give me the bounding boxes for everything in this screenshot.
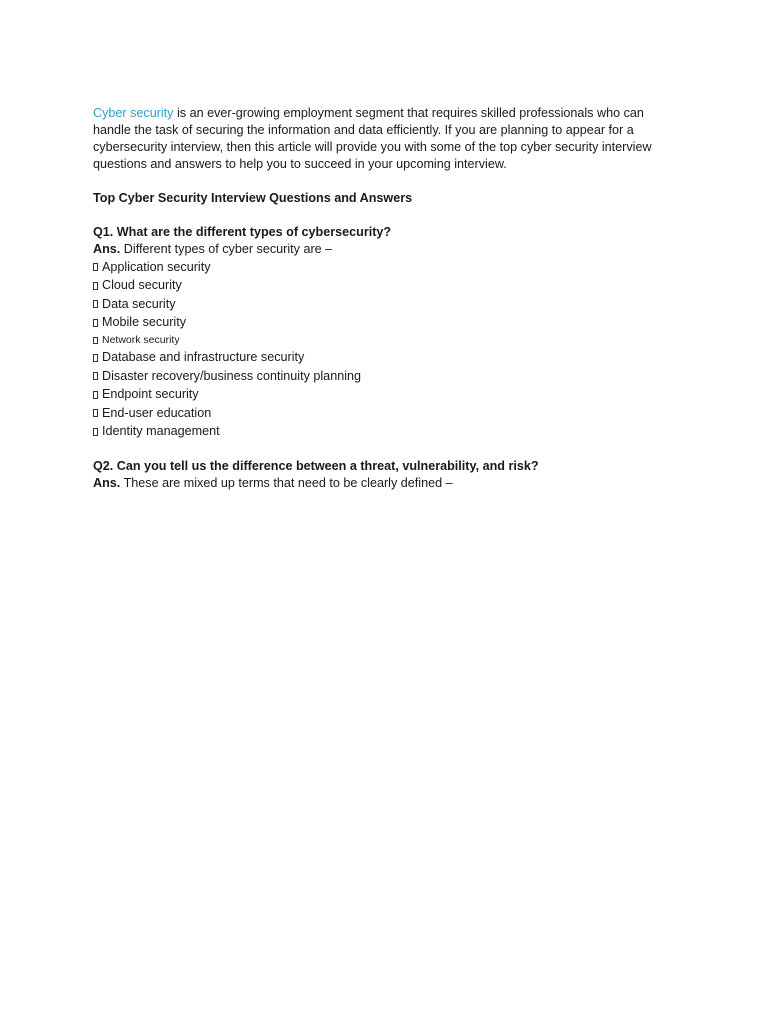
list-item-label: Endpoint security <box>102 387 199 402</box>
missing-glyph-box-icon <box>93 263 98 271</box>
answer-label: Ans. <box>93 476 121 490</box>
list-item <box>93 258 673 277</box>
question-2: Q2. Can you tell us the difference between a threat, vulnerability, and risk? <box>93 459 539 473</box>
cybersecurity-types-list <box>93 258 673 441</box>
list-item <box>93 386 673 405</box>
list-item <box>93 404 673 423</box>
list-item <box>93 349 673 368</box>
list-item-label: Identity management <box>102 424 220 439</box>
list-item-label: Mobile security <box>102 315 186 330</box>
cyber-security-link[interactable]: Cyber security <box>93 106 174 120</box>
missing-glyph-box-icon <box>93 372 98 380</box>
missing-glyph-box-icon <box>93 282 98 290</box>
list-item <box>93 314 673 333</box>
missing-glyph-box-icon <box>93 391 98 399</box>
intro-paragraph <box>93 105 673 173</box>
section-heading: Top Cyber Security Interview Questions and Answers <box>93 191 413 205</box>
question-1: Q1. What are the different types of cybersecurity? <box>93 225 392 239</box>
missing-glyph-box-icon <box>93 300 98 308</box>
list-item <box>93 423 673 442</box>
document-page <box>93 105 673 492</box>
list-item-label: Disaster recovery/business continuity planning <box>102 368 362 383</box>
answer-2 <box>93 475 673 492</box>
list-item-label: End-user education <box>102 405 212 420</box>
missing-glyph-box-icon <box>93 409 98 417</box>
list-item <box>93 295 673 314</box>
answer-1 <box>93 241 673 258</box>
answer-2-text: These are mixed up terms that need to be clearly defined – <box>120 476 453 490</box>
list-item-label: Database and infrastructure security <box>102 350 305 365</box>
missing-glyph-box-icon <box>93 337 98 344</box>
missing-glyph-box-icon <box>93 354 98 362</box>
missing-glyph-box-icon <box>93 428 98 436</box>
missing-glyph-box-icon <box>93 319 98 327</box>
list-item-label: Application security <box>102 259 211 274</box>
list-item <box>93 367 673 386</box>
list-item-label: Data security <box>102 296 176 311</box>
intro-text: is an ever-growing employment segment that requires skilled professionals who can handle the task of securing the information and data efficiently. If you are planning to appear for a cybersecurity interview, then this article will provide you with some of the top cyber security interview questions and answers to help you to succeed in your upcoming interview. <box>93 106 652 171</box>
list-item-label: Network security <box>102 333 180 346</box>
answer-1-text: Different types of cyber security are – <box>120 242 333 256</box>
answer-label: Ans. <box>93 242 121 256</box>
list-item <box>93 277 673 296</box>
list-item <box>93 332 673 349</box>
list-item-label: Cloud security <box>102 278 182 293</box>
